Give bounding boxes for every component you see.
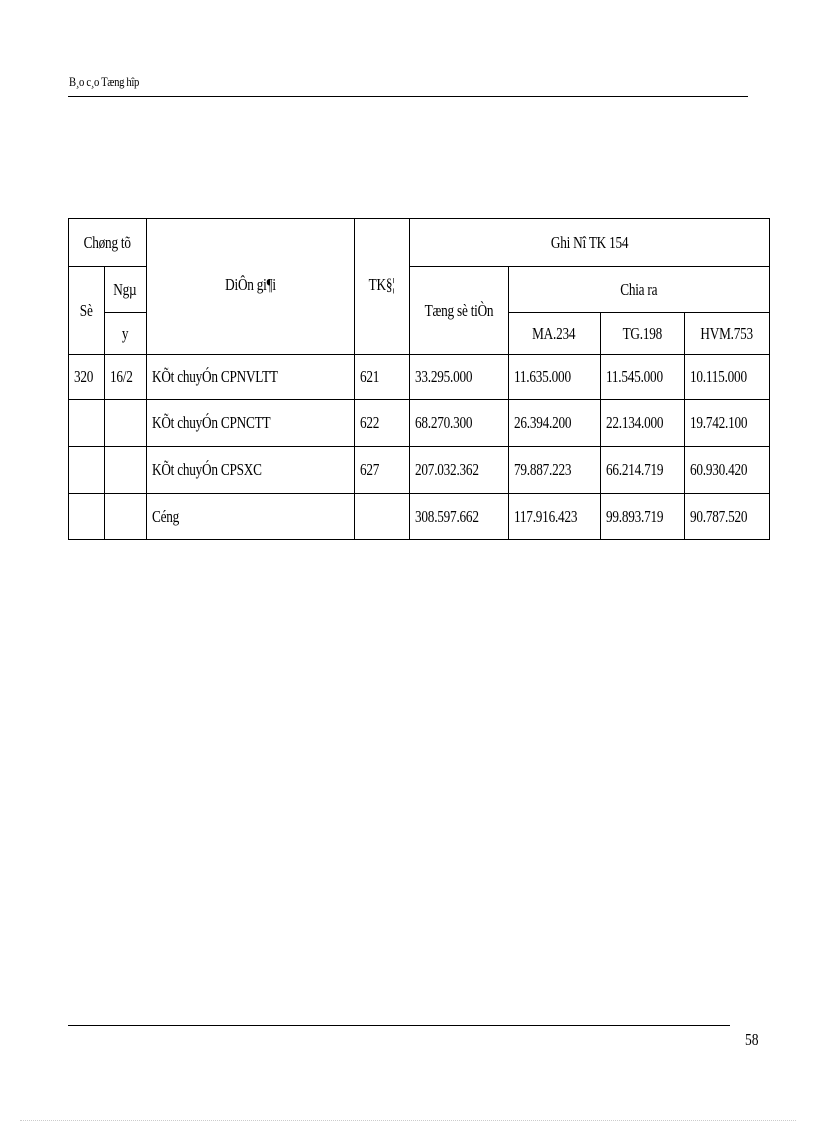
cell-so <box>69 494 105 540</box>
cell-hvm: 90.787.520 <box>685 494 770 540</box>
cell-ma: 79.887.223 <box>508 447 600 494</box>
header-ma: MA.234 <box>508 313 600 355</box>
cell-ngay <box>104 494 146 540</box>
cell-ngay <box>104 447 146 494</box>
ledger-table <box>68 218 770 540</box>
cell-tk: 622 <box>354 400 409 447</box>
header-ghi-no: Ghi Nî TK 154 <box>409 219 769 267</box>
cell-tg: 99.893.719 <box>600 494 685 540</box>
cell-tg: 11.545.000 <box>600 355 685 400</box>
header-tk-doi-ung: TK§¦ <box>354 219 409 355</box>
header-hvm: HVM.753 <box>685 313 770 355</box>
table-row <box>69 355 770 400</box>
table-row-total <box>69 494 770 540</box>
ledger-table-container <box>68 218 770 540</box>
table-row <box>69 400 770 447</box>
cell-ma: 26.394.200 <box>508 400 600 447</box>
table-row <box>69 447 770 494</box>
cell-hvm: 19.742.100 <box>685 400 770 447</box>
cell-tk: 621 <box>354 355 409 400</box>
cell-ma: 11.635.000 <box>508 355 600 400</box>
cell-tong: 68.270.300 <box>409 400 508 447</box>
page-bottom-edge <box>20 1120 796 1121</box>
cell-dien-giai: Céng <box>146 494 354 540</box>
header-ngay-line1: Ngµ <box>104 267 146 313</box>
report-header-title: B¸o c¸o Tæng hîp <box>69 74 140 89</box>
cell-hvm: 10.115.000 <box>685 355 770 400</box>
header-chia-ra: Chia ra <box>508 267 769 313</box>
cell-tk: 627 <box>354 447 409 494</box>
header-so: Sè <box>69 267 105 355</box>
cell-hvm: 60.930.420 <box>685 447 770 494</box>
header-chung-tu: Chøng tõ <box>69 219 147 267</box>
cell-so <box>69 447 105 494</box>
header-rule <box>68 96 748 97</box>
cell-dien-giai: KÕt chuyÓn CPSXC <box>146 447 354 494</box>
cell-tg: 66.214.719 <box>600 447 685 494</box>
cell-tong: 33.295.000 <box>409 355 508 400</box>
cell-ma: 117.916.423 <box>508 494 600 540</box>
header-dien-giai: DiÔn gi¶i <box>146 219 354 355</box>
footer-rule <box>68 1025 730 1026</box>
cell-tk <box>354 494 409 540</box>
cell-ngay: 16/2 <box>104 355 146 400</box>
header-tg: TG.198 <box>600 313 685 355</box>
cell-so <box>69 400 105 447</box>
cell-tong: 207.032.362 <box>409 447 508 494</box>
cell-dien-giai: KÕt chuyÓn CPNVLTT <box>146 355 354 400</box>
header-ngay-line2: y <box>104 313 146 355</box>
page-number: 58 <box>745 1030 759 1049</box>
cell-ngay <box>104 400 146 447</box>
cell-tong: 308.597.662 <box>409 494 508 540</box>
cell-tg: 22.134.000 <box>600 400 685 447</box>
cell-so: 320 <box>69 355 105 400</box>
cell-dien-giai: KÕt chuyÓn CPNCTT <box>146 400 354 447</box>
header-tong-so-tien: Tæng sè tiÒn <box>409 267 508 355</box>
